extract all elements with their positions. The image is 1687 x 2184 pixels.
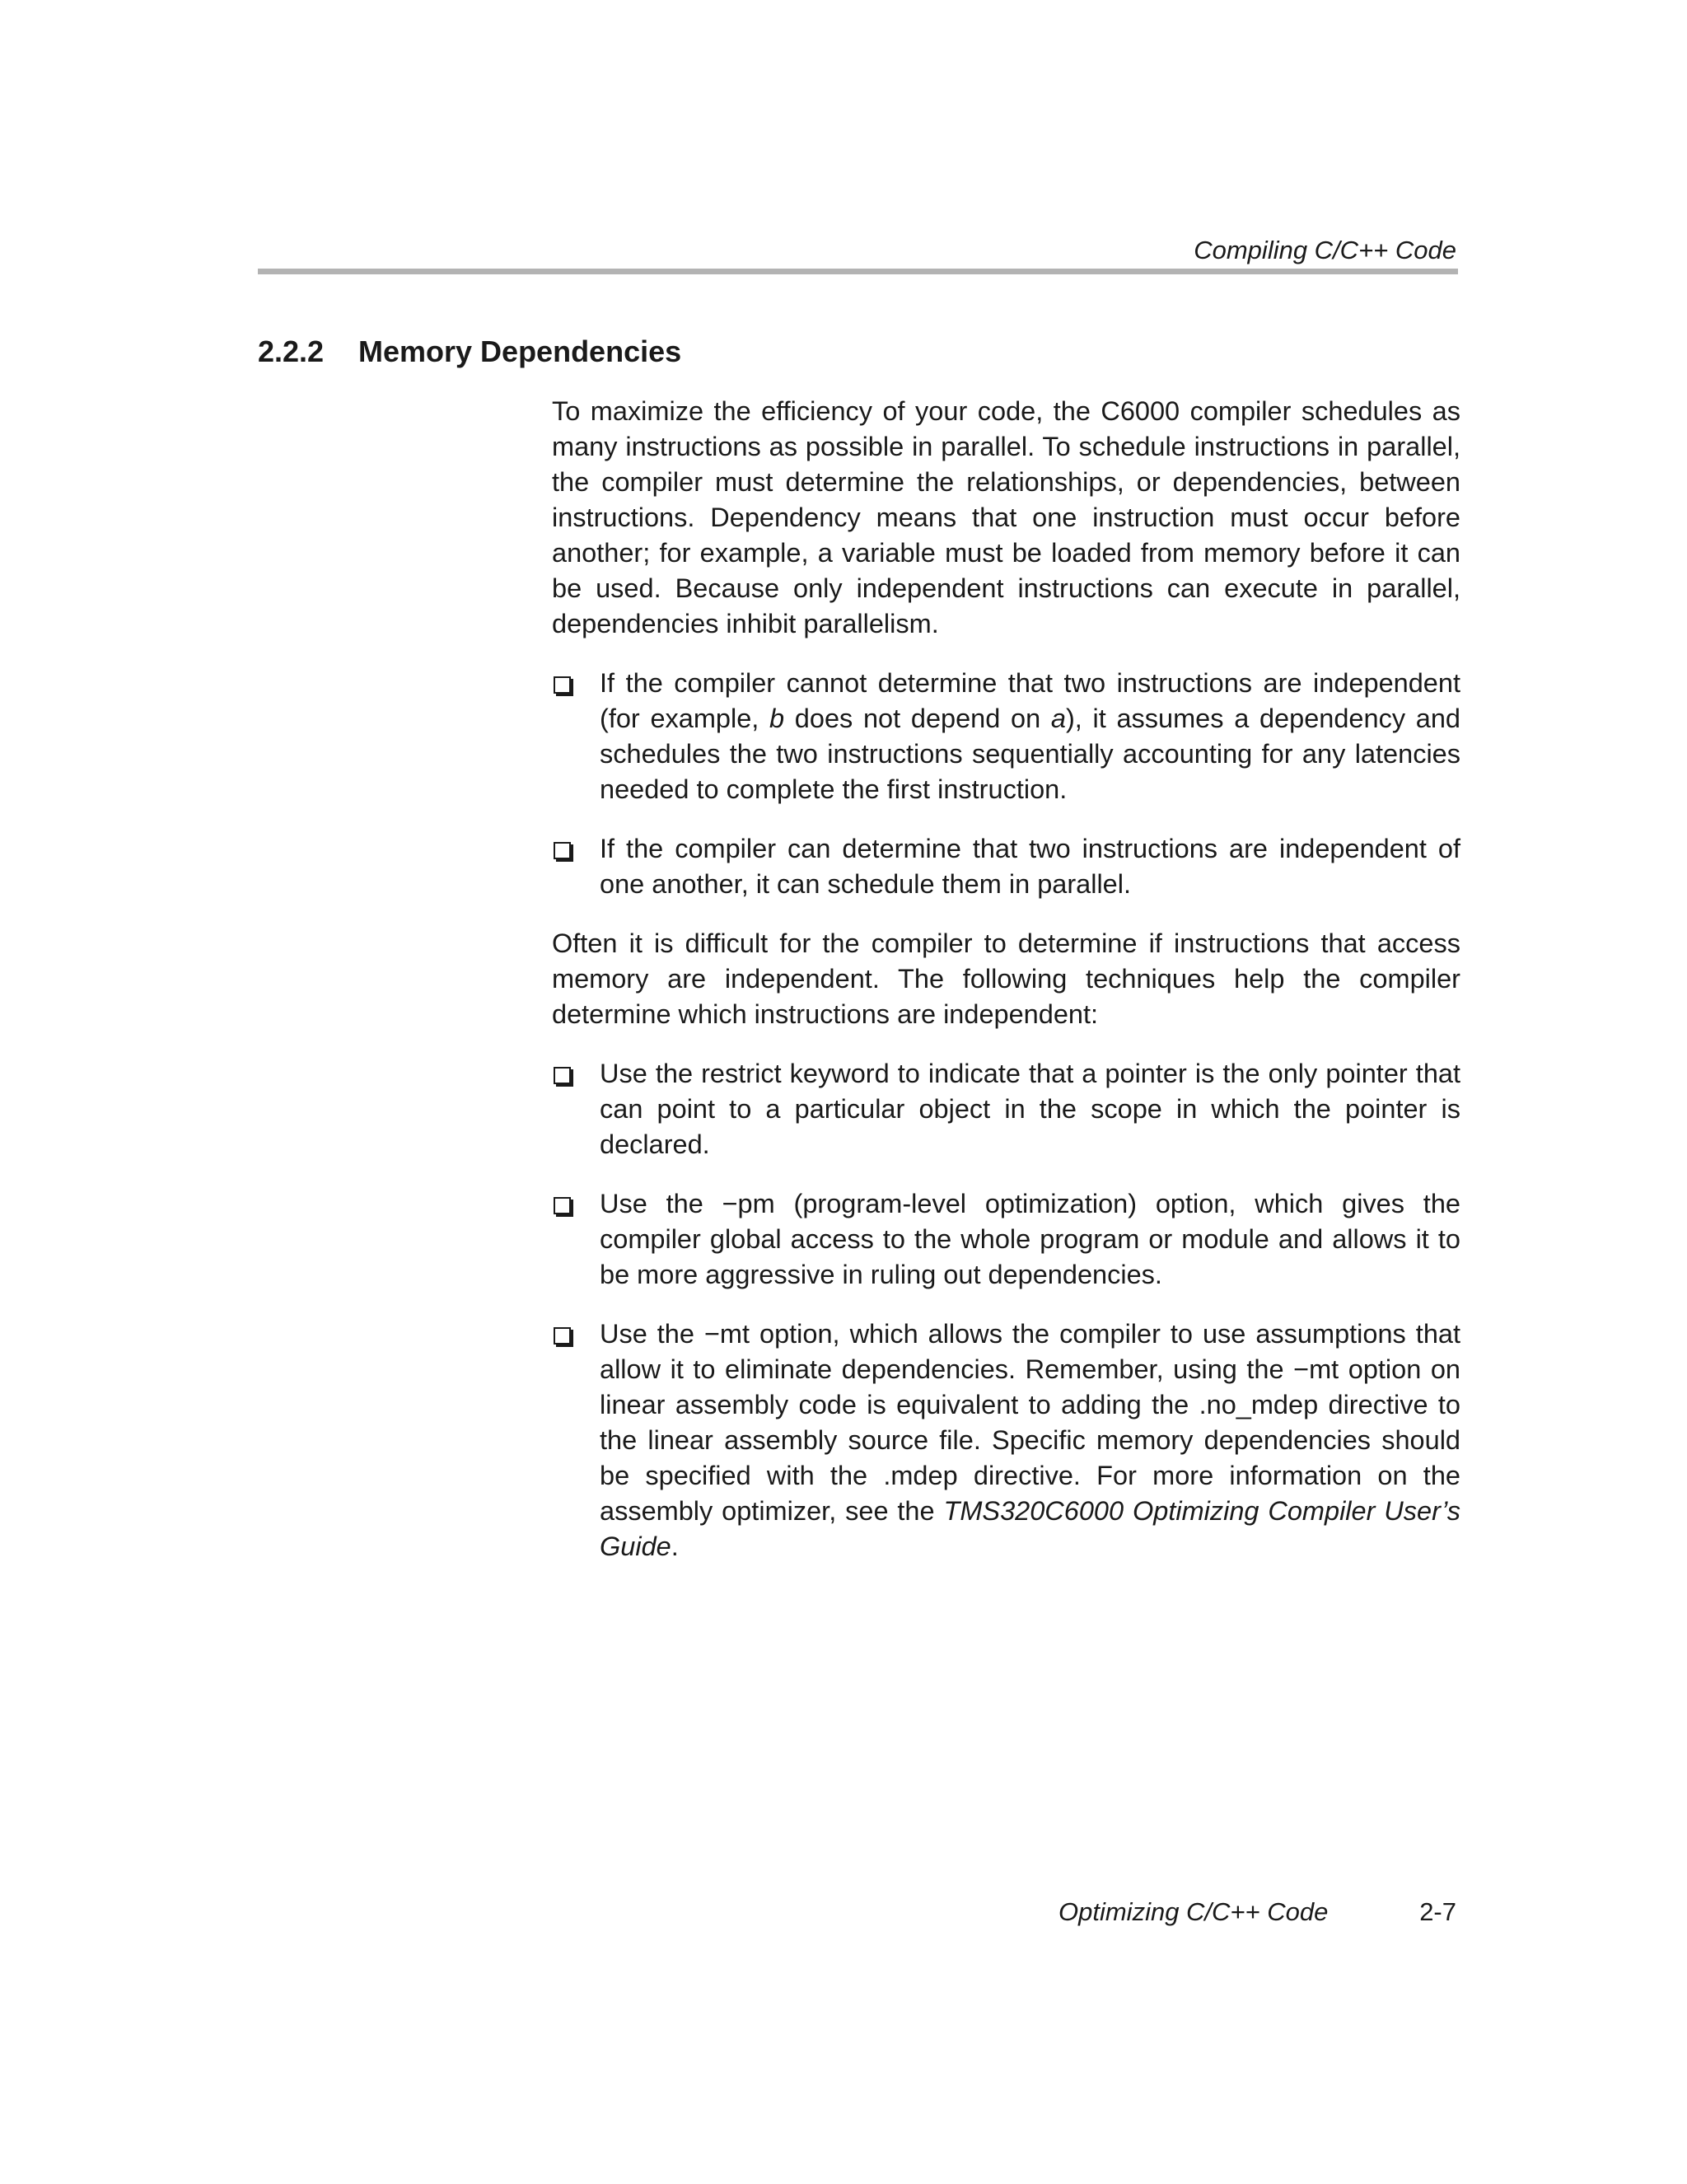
bullet-text-part: .: [671, 1532, 679, 1561]
bullet-text-part: If the compiler cannot determine that two instructions are independent (for example,: [600, 668, 1460, 733]
footer-title: Optimizing C/C++ Code: [1058, 1897, 1329, 1926]
list-item: [552, 1316, 1460, 1564]
intro-paragraph: To maximize the efficiency of your code, the C6000 compiler schedules as many instructions as possible in parallel. To schedule instructions in parallel, the compiler must determine the relationships, or dependencies, between instructions. Dependency means that one instruction must occur before another; for example, a variable must be loaded from memory before it can be used. Because only independent instructions can execute in parallel, dependencies inhibit parallelism.: [552, 396, 1460, 638]
techniques-paragraph: Often it is difficult for the compiler to determine if instructions that access memory are independent. The following techniques help the compiler determine which instructions are independent:: [552, 928, 1460, 1029]
book-title: TMS320C6000 Optimizing Compiler User’s Guide: [600, 1496, 1460, 1561]
section-number: 2.2.2: [258, 334, 325, 368]
bullet-text: [600, 1316, 1460, 1564]
checkbox-bullet-icon: [554, 842, 571, 859]
bullet-text-part: ), it assumes a dependency and schedules the two instructions sequentially accounting for any latencies needed to complete the first instruction.: [600, 704, 1461, 804]
bullet-text-part: does not depend on: [784, 704, 1051, 733]
checkbox-bullet-icon: [554, 676, 571, 694]
list-item: [552, 666, 1460, 807]
bullet-text: [600, 666, 1460, 807]
page-number: 2-7: [1419, 1897, 1456, 1926]
list-item: [552, 1056, 1460, 1162]
bullet-text: If the compiler can determine that two instructions are independent of one another, it can schedule them in parallel.: [600, 834, 1460, 899]
header-rule: [258, 269, 1458, 274]
section-title: Memory Dependencies: [358, 334, 682, 368]
checkbox-bullet-icon: [554, 1197, 571, 1214]
section-heading: [258, 334, 681, 370]
bullet-text: Use the −pm (program-level optimization) option, which gives the compiler global access to the whole program or module and allows it to be more aggressive in ruling out dependencies.: [600, 1189, 1460, 1289]
variable-a: a: [1050, 704, 1066, 733]
checkbox-bullet-icon: [554, 1327, 571, 1345]
variable-b: b: [769, 704, 785, 733]
running-header: Compiling C/C++ Code: [1194, 236, 1456, 264]
bullet-text-part: Use the −mt option, which allows the compiler to use assumptions that allow it to eliminate dependencies. Remember, using the −mt option on linear assembly code is equivalent to adding the .no_mdep directive to the linear assembly source file. Specific memory dependencies should be specified with the .mdep directive. For more information on the assembly optimizer, see the: [600, 1319, 1460, 1526]
list-item: [552, 1186, 1460, 1293]
list-item: [552, 831, 1460, 902]
body-column: [552, 394, 1460, 1588]
bullet-text: Use the restrict keyword to indicate that a pointer is the only pointer that can point to a particular object in the scope in which the pointer is declared.: [600, 1059, 1460, 1159]
checkbox-bullet-icon: [554, 1067, 571, 1084]
